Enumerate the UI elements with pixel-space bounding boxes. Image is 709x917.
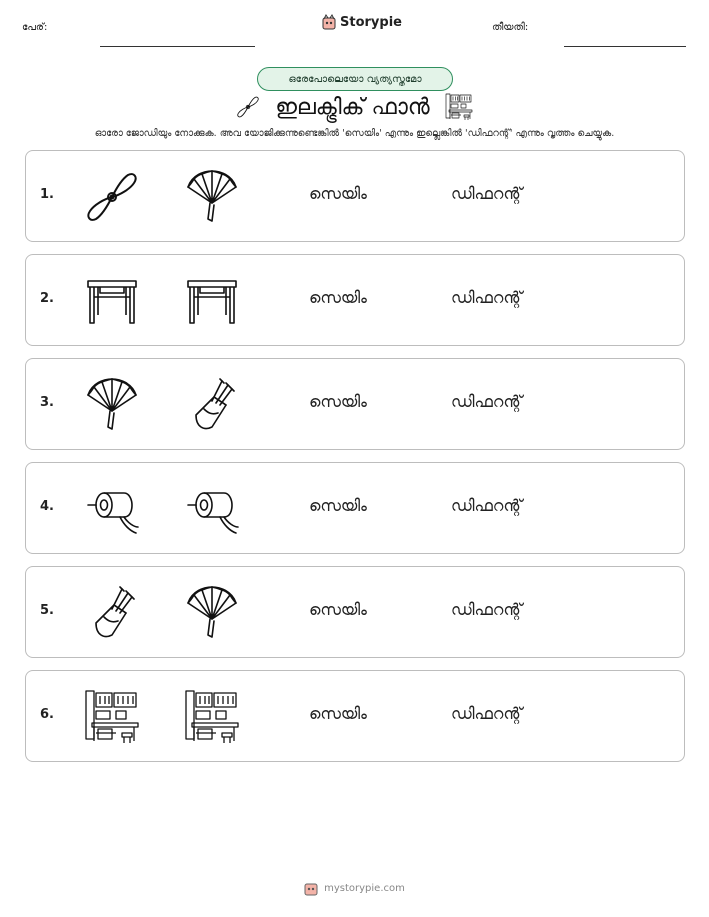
pair-row bbox=[25, 462, 685, 554]
same-option[interactable]: സെയിം bbox=[309, 392, 367, 411]
wires-icon bbox=[82, 583, 142, 643]
workshop-icon bbox=[82, 687, 142, 747]
pair-number: 2. bbox=[40, 291, 54, 306]
date-label: തീയതി: bbox=[492, 22, 529, 33]
wires-icon bbox=[182, 375, 242, 435]
pair-number: 5. bbox=[40, 603, 54, 618]
same-option[interactable]: സെയിം bbox=[309, 496, 367, 515]
pair-row bbox=[25, 670, 685, 762]
footer-site: mystorypie.com bbox=[324, 882, 405, 894]
pair-row bbox=[25, 150, 685, 242]
worksheet-header bbox=[0, 14, 709, 44]
propeller-icon bbox=[82, 167, 142, 227]
pair-number: 4. bbox=[40, 499, 54, 514]
instruction-text: ഓരോ ജോഡിയും നോക്കുക. അവ യോജിക്കുന്നുണ്ടെങ്കിൽ 'സെയിം' എന്നും ഇല്ലെങ്കിൽ 'ഡിഫറന്റ്' എന്നും വൃത്തം ചെയ്യുക. bbox=[94, 128, 615, 139]
name-label: പേര്: bbox=[22, 22, 48, 33]
pair-number: 3. bbox=[40, 395, 54, 410]
table-icon bbox=[82, 271, 142, 331]
footer bbox=[0, 880, 709, 896]
hand-fan-icon bbox=[182, 583, 242, 643]
date-line[interactable] bbox=[564, 46, 686, 47]
pair-number: 6. bbox=[40, 707, 54, 722]
same-option[interactable]: സെയിം bbox=[309, 600, 367, 619]
brand-name: Storypie bbox=[340, 14, 402, 30]
name-line[interactable] bbox=[100, 46, 255, 47]
different-option[interactable]: ഡിഫറന്റ് bbox=[451, 600, 523, 619]
hand-fan-icon bbox=[182, 167, 242, 227]
pair-row bbox=[25, 254, 685, 346]
workshop-icon bbox=[444, 92, 474, 122]
table-icon bbox=[182, 271, 242, 331]
storypie-logo-icon bbox=[304, 880, 318, 896]
different-option[interactable]: ഡിഫറന്റ് bbox=[451, 288, 523, 307]
motor-icon bbox=[182, 479, 242, 539]
page-title: ഇലക്ട്രിക് ഫാൻ bbox=[275, 94, 430, 120]
different-option[interactable]: ഡിഫറന്റ് bbox=[451, 184, 523, 203]
title-row bbox=[0, 90, 709, 124]
pair-row bbox=[25, 358, 685, 450]
propeller-icon bbox=[235, 94, 261, 120]
different-option[interactable]: ഡിഫറന്റ് bbox=[451, 392, 523, 411]
storypie-logo-icon bbox=[322, 14, 336, 30]
different-option[interactable]: ഡിഫറന്റ് bbox=[451, 704, 523, 723]
category-badge: ഒരേപോലെയോ വ്യത്യസ്തമോ bbox=[257, 67, 453, 91]
same-option[interactable]: സെയിം bbox=[309, 704, 367, 723]
pair-number: 1. bbox=[40, 187, 54, 202]
motor-icon bbox=[82, 479, 142, 539]
different-option[interactable]: ഡിഫറന്റ് bbox=[451, 496, 523, 515]
brand bbox=[322, 14, 402, 30]
hand-fan-icon bbox=[82, 375, 142, 435]
same-option[interactable]: സെയിം bbox=[309, 184, 367, 203]
same-option[interactable]: സെയിം bbox=[309, 288, 367, 307]
workshop-icon bbox=[182, 687, 242, 747]
pair-row bbox=[25, 566, 685, 658]
